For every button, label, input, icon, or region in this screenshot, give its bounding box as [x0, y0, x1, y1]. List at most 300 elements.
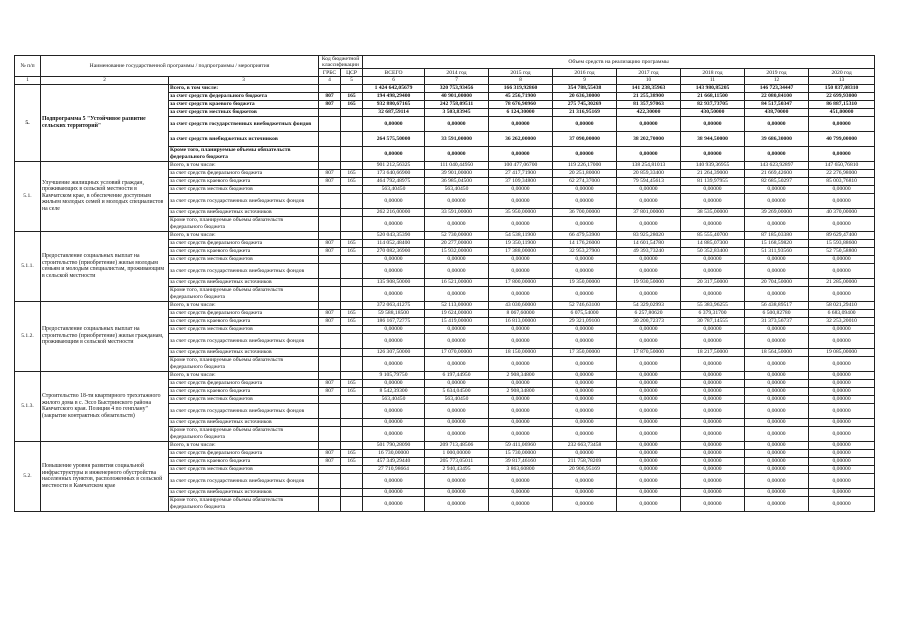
index-cell: 7 — [425, 77, 489, 84]
funding-source: Кроме того, планируемые объемы обязательств федерального бюджета — [169, 146, 319, 161]
total-value: 0,00000 — [363, 333, 425, 348]
year-value: 0,00000 — [425, 286, 489, 301]
year-value: 0,00000 — [681, 457, 745, 465]
year-value: 0,00000 — [553, 426, 617, 441]
year-value: 33 591,00000 — [425, 208, 489, 216]
csr-code — [341, 371, 363, 379]
year-value: 438,70000 — [745, 108, 809, 116]
index-row — [15, 77, 875, 84]
csr-code: 165 — [341, 92, 363, 100]
total-value: 194 498,29400 — [363, 92, 425, 100]
year-value: 0,00000 — [553, 286, 617, 301]
grbs-code — [319, 496, 341, 511]
year-value: 0,00000 — [681, 449, 745, 457]
year-value: 0,00000 — [681, 263, 745, 278]
year-value: 0,00000 — [809, 449, 875, 457]
year-value: 20 704,50000 — [745, 278, 809, 286]
year-value: 0,00000 — [489, 116, 553, 131]
grbs-code — [319, 465, 341, 473]
year-value: 56 438,89517 — [745, 301, 809, 309]
year-value: 0,00000 — [617, 488, 681, 496]
grbs-code: 807 — [319, 169, 341, 177]
total-value: 262 216,00000 — [363, 208, 425, 216]
header-total: ВСЕГО — [363, 69, 425, 77]
year-value: 0,00000 — [553, 379, 617, 387]
year-value: 563,40450 — [425, 395, 489, 403]
year-value: 0,00000 — [489, 403, 553, 418]
total-value: 563,40450 — [363, 185, 425, 193]
year-value: 0,00000 — [553, 263, 617, 278]
total-value: 270 082,36900 — [363, 247, 425, 255]
year-value: 0,00000 — [809, 333, 875, 348]
total-value: 0,00000 — [363, 488, 425, 496]
year-value: 0,00000 — [745, 395, 809, 403]
csr-code — [341, 278, 363, 286]
year-value: 0,00000 — [809, 146, 875, 161]
year-value: 0,00000 — [745, 263, 809, 278]
year-value: 0,00000 — [617, 116, 681, 131]
year-value: 17 388,00000 — [489, 247, 553, 255]
grbs-code: 807 — [319, 457, 341, 465]
csr-code: 165 — [341, 387, 363, 395]
year-value: 50 352,83400 — [681, 247, 745, 255]
csr-code — [341, 441, 363, 449]
year-value: 0,00000 — [681, 325, 745, 333]
funding-source: за счет средств местных бюджетов — [169, 395, 319, 403]
year-value: 27 417,71900 — [489, 169, 553, 177]
year-value: 0,00000 — [617, 286, 681, 301]
grbs-code — [319, 418, 341, 426]
total-value: 0,00000 — [363, 473, 425, 488]
year-value: 21 255,38900 — [617, 92, 681, 100]
year-value: 18 217,50000 — [681, 348, 745, 356]
funding-source: Всего, в том числе: — [169, 161, 319, 169]
year-value: 451,00000 — [809, 108, 875, 116]
funding-source: за счет средств федерального бюджета — [169, 169, 319, 177]
grbs-code — [319, 473, 341, 488]
year-value: 0,00000 — [681, 473, 745, 488]
year-value: 0,00000 — [489, 193, 553, 208]
year-value: 0,00000 — [809, 255, 875, 263]
year-value: 143 623,92897 — [745, 161, 809, 169]
grbs-code — [319, 333, 341, 348]
table-row — [15, 301, 875, 309]
grbs-code — [319, 426, 341, 441]
year-value: 0,00000 — [745, 496, 809, 511]
funding-source: за счет средств федерального бюджета — [169, 309, 319, 317]
funding-source: Кроме того, планируемые объемы обязательств федерального бюджета — [169, 426, 319, 441]
year-value: 0,00000 — [809, 263, 875, 278]
funding-source: Всего, в том числе: — [169, 371, 319, 379]
budget-table — [14, 55, 875, 512]
year-value: 6 683,09400 — [809, 309, 875, 317]
csr-code: 165 — [341, 449, 363, 457]
year-value: 0,00000 — [681, 286, 745, 301]
index-cell: 2 — [41, 77, 169, 84]
year-value: 0,00000 — [681, 185, 745, 193]
year-value: 0,00000 — [745, 449, 809, 457]
year-value: 166 319,92860 — [489, 84, 553, 92]
total-value: 173 640,66900 — [363, 169, 425, 177]
year-value: 81 357,97063 — [617, 100, 681, 108]
grbs-code — [319, 348, 341, 356]
year-value: 38 535,00000 — [681, 208, 745, 216]
year-value: 0,00000 — [553, 216, 617, 231]
year-value: 0,00000 — [617, 473, 681, 488]
year-value: 0,00000 — [553, 473, 617, 488]
table-body — [15, 56, 875, 512]
funding-source: за счет средств местных бюджетов — [169, 255, 319, 263]
header-funding: Объем средств на реализацию программы — [363, 56, 875, 69]
year-value: 22 699,93000 — [809, 92, 875, 100]
year-value: 30 200,72373 — [617, 317, 681, 325]
section-number: 5.1. — [15, 161, 41, 231]
funding-source: за счет средств краевого бюджета — [169, 457, 319, 465]
grbs-code — [319, 146, 341, 161]
year-value: 0,00000 — [489, 185, 553, 193]
year-value: 49 393,73240 — [617, 247, 681, 255]
year-value: 0,00000 — [745, 193, 809, 208]
section-number: 5.1.2. — [15, 301, 41, 371]
index-cell: 8 — [489, 77, 553, 84]
index-cell: 9 — [553, 77, 617, 84]
section-name: Строительство 18-ти квартирного трехэтажного жилого дома в с. Эссо Быстринского района Камчатского края. Позиция 4 по генплану" (закрытие контрактных обязательств) — [41, 371, 169, 441]
header-number: № п/п — [15, 56, 41, 77]
year-value: 0,00000 — [681, 496, 745, 511]
index-cell: 4 — [319, 77, 341, 84]
year-value: 0,00000 — [809, 371, 875, 379]
year-value: 38 944,50000 — [681, 131, 745, 146]
year-value: 0,00000 — [617, 185, 681, 193]
year-value: 0,00000 — [745, 441, 809, 449]
csr-code — [341, 255, 363, 263]
funding-source: за счет средств федерального бюджета — [169, 449, 319, 457]
table-row — [15, 441, 875, 449]
total-value: 0,00000 — [363, 146, 425, 161]
year-value: 0,00000 — [681, 193, 745, 208]
year-value: 0,00000 — [809, 286, 875, 301]
funding-source: Всего, в том числе: — [169, 301, 319, 309]
section-number: 5.2. — [15, 441, 41, 511]
year-value: 0,00000 — [617, 449, 681, 457]
year-value: 79 594,45613 — [617, 177, 681, 185]
csr-code — [341, 108, 363, 116]
year-value: 422,30000 — [617, 108, 681, 116]
year-value: 232 663,73458 — [553, 441, 617, 449]
index-cell: 3 — [169, 77, 319, 84]
total-value: 0,00000 — [363, 193, 425, 208]
year-value: 78 676,90960 — [489, 100, 553, 108]
year-value: 0,00000 — [489, 356, 553, 371]
year-value: 0,00000 — [553, 449, 617, 457]
year-value: 59 411,06960 — [489, 441, 553, 449]
grbs-code: 807 — [319, 239, 341, 247]
year-value: 0,00000 — [745, 116, 809, 131]
year-value: 211 758,78269 — [553, 457, 617, 465]
year-value: 20 317,50000 — [681, 278, 745, 286]
section-name: Предоставление социальных выплат на строительство (приобретение) жилья молодым семьям и молодым специалистам, проживающим в сельской местности — [41, 231, 169, 301]
year-value: 6 197,44950 — [425, 371, 489, 379]
year-value: 0,00000 — [809, 116, 875, 131]
grbs-code: 807 — [319, 387, 341, 395]
csr-code — [341, 356, 363, 371]
year-value: 0,00000 — [745, 146, 809, 161]
year-value: 85 003,76810 — [809, 177, 875, 185]
year-value: 15 593,88600 — [809, 239, 875, 247]
funding-source: за счет средств краевого бюджета — [169, 387, 319, 395]
year-value: 563,40450 — [425, 185, 489, 193]
year-value: 19 085,00000 — [809, 348, 875, 356]
total-value: 0,00000 — [363, 356, 425, 371]
funding-source: за счет средств внебюджетных источников — [169, 418, 319, 426]
year-value: 39 817,46160 — [489, 457, 553, 465]
year-value: 2 908,34800 — [489, 387, 553, 395]
year-value: 14 601,54780 — [617, 239, 681, 247]
total-value: 135 908,50000 — [363, 278, 425, 286]
year-value: 0,00000 — [809, 441, 875, 449]
total-value: 59 588,18500 — [363, 309, 425, 317]
funding-source: за счет средств внебюджетных источников — [169, 278, 319, 286]
year-value: 16 521,00000 — [425, 278, 489, 286]
header-year: 2020 год — [809, 69, 875, 77]
year-value: 0,00000 — [745, 333, 809, 348]
year-value: 37 109,34800 — [489, 177, 553, 185]
year-value: 36 262,00000 — [489, 131, 553, 146]
year-value: 147 650,76810 — [809, 161, 875, 169]
year-value: 0,00000 — [617, 146, 681, 161]
funding-source: за счет средств краевого бюджета — [169, 100, 319, 108]
year-value: 0,00000 — [809, 457, 875, 465]
year-value: 5 634,04500 — [425, 387, 489, 395]
year-value: 8 067,60000 — [489, 309, 553, 317]
year-value: 0,00000 — [745, 356, 809, 371]
year-value: 18 150,00000 — [489, 348, 553, 356]
grbs-code — [319, 278, 341, 286]
csr-code: 165 — [341, 309, 363, 317]
total-value: 32 687,59114 — [363, 108, 425, 116]
year-value: 0,00000 — [745, 418, 809, 426]
grbs-code — [319, 255, 341, 263]
year-value: 0,00000 — [425, 263, 489, 278]
section-number: 5.1.3. — [15, 371, 41, 441]
year-value: 0,00000 — [745, 488, 809, 496]
year-value: 0,00000 — [425, 216, 489, 231]
grbs-code — [319, 488, 341, 496]
year-value: 82 685,50297 — [745, 177, 809, 185]
year-value: 141 238,35963 — [617, 84, 681, 92]
total-value: 8 542,39300 — [363, 387, 425, 395]
total-value: 0,00000 — [363, 379, 425, 387]
year-value: 3 863,60800 — [489, 465, 553, 473]
year-value: 20 251,80000 — [553, 169, 617, 177]
year-value: 0,00000 — [553, 387, 617, 395]
year-value: 0,00000 — [489, 473, 553, 488]
grbs-code: 807 — [319, 449, 341, 457]
year-value: 0,00000 — [681, 418, 745, 426]
year-value: 36 985,04500 — [425, 177, 489, 185]
csr-code — [341, 348, 363, 356]
year-value: 0,00000 — [809, 403, 875, 418]
year-value: 18 564,50000 — [745, 348, 809, 356]
year-value: 0,00000 — [809, 325, 875, 333]
year-value: 0,00000 — [489, 379, 553, 387]
year-value: 146 723,34447 — [745, 84, 809, 92]
year-value: 45 256,71900 — [489, 92, 553, 100]
total-value: 901 212,56325 — [363, 161, 425, 169]
year-value: 275 745,30269 — [553, 100, 617, 108]
year-value: 58 021,29410 — [809, 301, 875, 309]
csr-code — [341, 231, 363, 239]
csr-code — [341, 208, 363, 216]
year-value: 51 311,93560 — [745, 247, 809, 255]
year-value: 35 950,00000 — [489, 208, 553, 216]
year-value: 0,00000 — [553, 146, 617, 161]
total-value: 0,00000 — [363, 255, 425, 263]
funding-source: Всего, в том числе: — [169, 441, 319, 449]
year-value: 14 176,26000 — [553, 239, 617, 247]
year-value: 140 939,36955 — [681, 161, 745, 169]
csr-code: 165 — [341, 379, 363, 387]
year-value: 0,00000 — [425, 418, 489, 426]
grbs-code: 807 — [319, 309, 341, 317]
year-value: 0,00000 — [745, 387, 809, 395]
year-value: 0,00000 — [617, 418, 681, 426]
index-cell: 5 — [341, 77, 363, 84]
year-value: 0,00000 — [425, 193, 489, 208]
grbs-code: 807 — [319, 92, 341, 100]
year-value: 21 668,11500 — [681, 92, 745, 100]
year-value: 62 274,37000 — [553, 177, 617, 185]
csr-code — [341, 84, 363, 92]
csr-code — [341, 161, 363, 169]
year-value: 0,00000 — [489, 263, 553, 278]
csr-code: 165 — [341, 457, 363, 465]
year-value: 0,00000 — [425, 325, 489, 333]
year-value: 54 538,11900 — [489, 231, 553, 239]
year-value: 0,00000 — [553, 193, 617, 208]
year-value: 31 373,56737 — [745, 317, 809, 325]
header-grbs: ГРБС — [319, 69, 341, 77]
csr-code — [341, 496, 363, 511]
year-value: 40 370,00000 — [809, 208, 875, 216]
grbs-code — [319, 356, 341, 371]
funding-source: за счет средств местных бюджетов — [169, 185, 319, 193]
csr-code — [341, 395, 363, 403]
csr-code — [341, 131, 363, 146]
grbs-code — [319, 216, 341, 231]
year-value: 33 591,00000 — [425, 131, 489, 146]
csr-code — [341, 325, 363, 333]
year-value: 0,00000 — [617, 426, 681, 441]
year-value: 0,00000 — [617, 325, 681, 333]
section-name: Улучшение жилищных условий граждан, проживающих в сельской местности в Камчатском крае, в обеспечение доступным жильем молодых семей и молодых специалистов на селе — [41, 161, 169, 231]
year-value: 22 276,98000 — [809, 169, 875, 177]
funding-source: за счет средств федерального бюджета — [169, 239, 319, 247]
year-value: 0,00000 — [617, 387, 681, 395]
grbs-code — [319, 161, 341, 169]
year-value: 119 226,17000 — [553, 161, 617, 169]
section-name: Предоставление социальных выплат на строительство (приобретение) жилья гражданам, проживающим в сельской местности — [41, 301, 169, 371]
total-value: 0,00000 — [363, 418, 425, 426]
grbs-code — [319, 263, 341, 278]
table-row — [15, 161, 875, 169]
header-csr: ЦСР — [341, 69, 363, 77]
year-value: 0,00000 — [681, 403, 745, 418]
year-value: 0,00000 — [745, 457, 809, 465]
section-name: Повышение уровня развития социальной инфраструктуры и инженерного обустройства населенных пунктов, расположенных в сельской местности в Камчатском крае — [41, 441, 169, 511]
year-value: 0,00000 — [489, 426, 553, 441]
grbs-code — [319, 325, 341, 333]
year-value: 30 787,14555 — [681, 317, 745, 325]
year-value: 40 799,00000 — [809, 131, 875, 146]
csr-code — [341, 333, 363, 348]
year-value: 85 555,40700 — [681, 231, 745, 239]
year-value: 0,00000 — [809, 356, 875, 371]
header-name: Наименование государственной программы / подпрограммы / мероприятия — [41, 56, 319, 77]
csr-code — [341, 301, 363, 309]
year-value: 6 124,30000 — [489, 108, 553, 116]
year-value: 0,00000 — [745, 286, 809, 301]
year-value: 0,00000 — [681, 395, 745, 403]
year-value: 0,00000 — [809, 395, 875, 403]
year-value: 55 383,96255 — [681, 301, 745, 309]
year-value: 20 636,30000 — [553, 92, 617, 100]
year-value: 0,00000 — [745, 216, 809, 231]
year-value: 2 908,34800 — [489, 371, 553, 379]
year-value: 0,00000 — [617, 371, 681, 379]
year-value: 0,00000 — [681, 333, 745, 348]
year-value: 143 980,85205 — [681, 84, 745, 92]
year-value: 0,00000 — [681, 255, 745, 263]
grbs-code — [319, 371, 341, 379]
grbs-code: 807 — [319, 247, 341, 255]
year-value: 0,00000 — [425, 379, 489, 387]
year-value: 39 901,00000 — [425, 169, 489, 177]
year-value: 0,00000 — [617, 465, 681, 473]
funding-source: за счет средств местных бюджетов — [169, 465, 319, 473]
total-value: 9 105,79750 — [363, 371, 425, 379]
funding-source: за счет средств внебюджетных источников — [169, 208, 319, 216]
year-value: 0,00000 — [617, 263, 681, 278]
year-value: 0,00000 — [617, 395, 681, 403]
index-cell: 12 — [745, 77, 809, 84]
grbs-code — [319, 185, 341, 193]
year-value: 0,00000 — [617, 216, 681, 231]
year-value: 0,00000 — [745, 426, 809, 441]
year-value: 430,50000 — [681, 108, 745, 116]
csr-code — [341, 418, 363, 426]
total-value: 520 043,35390 — [363, 231, 425, 239]
year-value: 17 070,00000 — [425, 348, 489, 356]
index-cell: 1 — [15, 77, 41, 84]
year-value: 81 139,97955 — [681, 177, 745, 185]
total-value: 372 063,41275 — [363, 301, 425, 309]
year-value: 20 906,95169 — [553, 465, 617, 473]
year-value: 0,00000 — [809, 488, 875, 496]
year-value: 0,00000 — [681, 488, 745, 496]
year-value: 150 837,08310 — [809, 84, 875, 92]
grbs-code — [319, 441, 341, 449]
funding-source: за счет средств внебюджетных источников — [169, 131, 319, 146]
year-value: 0,00000 — [489, 216, 553, 231]
year-value: 0,00000 — [681, 216, 745, 231]
funding-source: Кроме того, планируемые объемы обязательств федерального бюджета — [169, 216, 319, 231]
csr-code: 165 — [341, 317, 363, 325]
year-value: 87 185,03380 — [745, 231, 809, 239]
funding-source: Всего, в том числе: — [169, 84, 319, 92]
year-value: 15 419,00000 — [425, 317, 489, 325]
year-value: 0,00000 — [489, 286, 553, 301]
